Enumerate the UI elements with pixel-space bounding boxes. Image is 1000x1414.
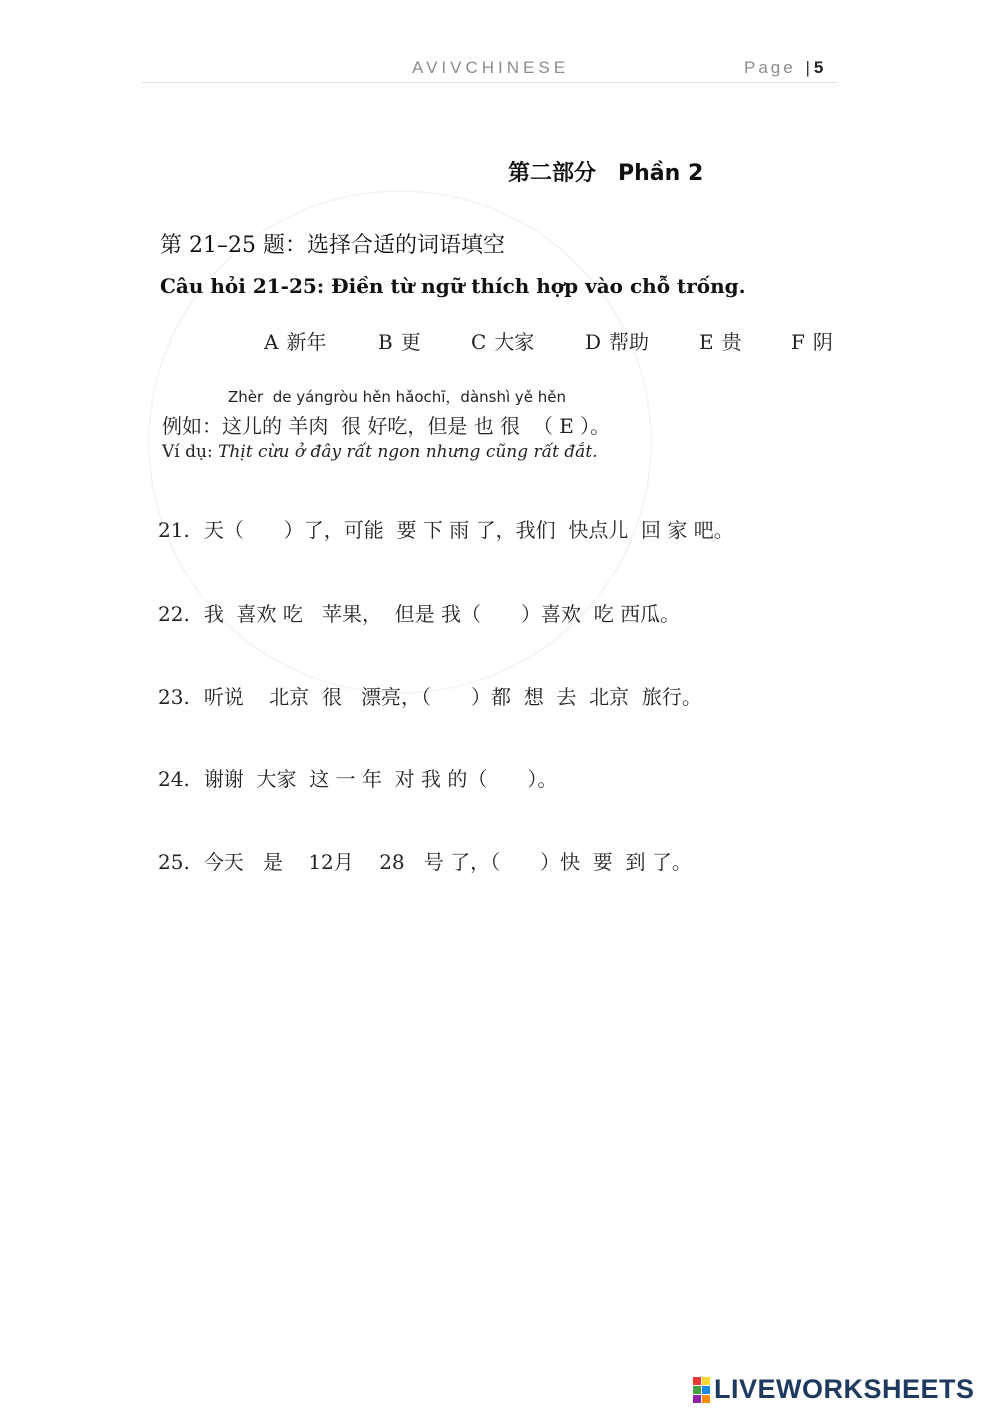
question-text: 谢谢 大家 这 一 年 对 我 的（ ）。 — [203, 767, 558, 791]
question-number: 24. — [158, 767, 190, 791]
liveworksheets-logo — [693, 1374, 975, 1405]
option-letter: E — [699, 330, 714, 354]
question-text: 听说 北京 很 漂亮，（ ）都 想 去 北京 旅行。 — [203, 685, 702, 709]
example-translation: Thịt cừu ở đây rất ngon nhưng cũng rất đắt. — [218, 442, 598, 462]
question-number: 23. — [158, 685, 190, 709]
option-letter: D — [585, 330, 602, 354]
header-page-info — [744, 58, 823, 78]
example-pinyin: Zhèr de yángròu hěn hǎochī，dànshì yě hěn — [228, 388, 567, 406]
option-text: 更 — [400, 330, 421, 354]
icon-tile — [693, 1377, 701, 1385]
icon-tile — [702, 1395, 710, 1403]
example-label: Ví dụ: — [162, 442, 213, 462]
option-a — [264, 326, 326, 355]
question-number: 25. — [158, 850, 190, 874]
section-title: 第二部分 Phần 2 — [508, 161, 704, 186]
option-d — [585, 326, 649, 355]
option-e — [699, 326, 742, 355]
option-text: 贵 — [721, 330, 742, 354]
option-letter: A — [264, 330, 279, 354]
question-number: 21. — [158, 518, 190, 542]
instruction-vietnamese: Câu hỏi 21-25: Điền từ ngữ thích hợp vào chỗ trống. — [160, 274, 746, 298]
page-separator: | — [805, 58, 810, 77]
example-chinese: 例如：这儿的 羊肉 很 好吃，但是 也 很 （ E ）。 — [162, 414, 611, 438]
question-24 — [158, 763, 557, 792]
question-text: 今天 是 12月 28 号 了，（ ）快 要 到 了。 — [203, 850, 692, 874]
option-b — [378, 326, 421, 355]
question-23 — [158, 681, 702, 710]
icon-tile — [693, 1386, 701, 1394]
option-letter: F — [791, 330, 805, 354]
option-f — [791, 326, 833, 355]
page-number: 5 — [813, 58, 824, 77]
option-text: 新年 — [286, 330, 327, 354]
option-text: 帮助 — [609, 330, 650, 354]
example-vietnamese — [162, 442, 598, 462]
question-22 — [158, 598, 680, 627]
question-number: 22. — [158, 602, 190, 626]
option-c — [471, 326, 534, 355]
question-21 — [158, 514, 734, 543]
question-25 — [158, 846, 692, 875]
option-text: 大家 — [494, 330, 535, 354]
question-text: 天（ ）了，可能 要 下 雨 了，我们 快点儿 回 家 吧。 — [203, 518, 734, 542]
icon-tile — [693, 1395, 701, 1403]
option-letter: C — [471, 330, 487, 354]
header-brand: AVIVCHINESE — [412, 58, 570, 77]
question-text: 我 喜欢 吃 苹果， 但是 我（ ）喜欢 吃 西瓜。 — [203, 602, 681, 626]
page-label: Page — [744, 58, 796, 77]
liveworksheets-icon — [693, 1377, 711, 1403]
option-letter: B — [378, 330, 393, 354]
liveworksheets-wordmark: LIVEWORKSHEETS — [714, 1374, 975, 1404]
instruction-chinese: 第 21–25 题：选择合适的词语填空 — [160, 233, 505, 258]
option-text: 阴 — [812, 330, 833, 354]
icon-tile — [702, 1386, 710, 1394]
header-divider — [142, 82, 838, 83]
icon-tile — [702, 1377, 710, 1385]
